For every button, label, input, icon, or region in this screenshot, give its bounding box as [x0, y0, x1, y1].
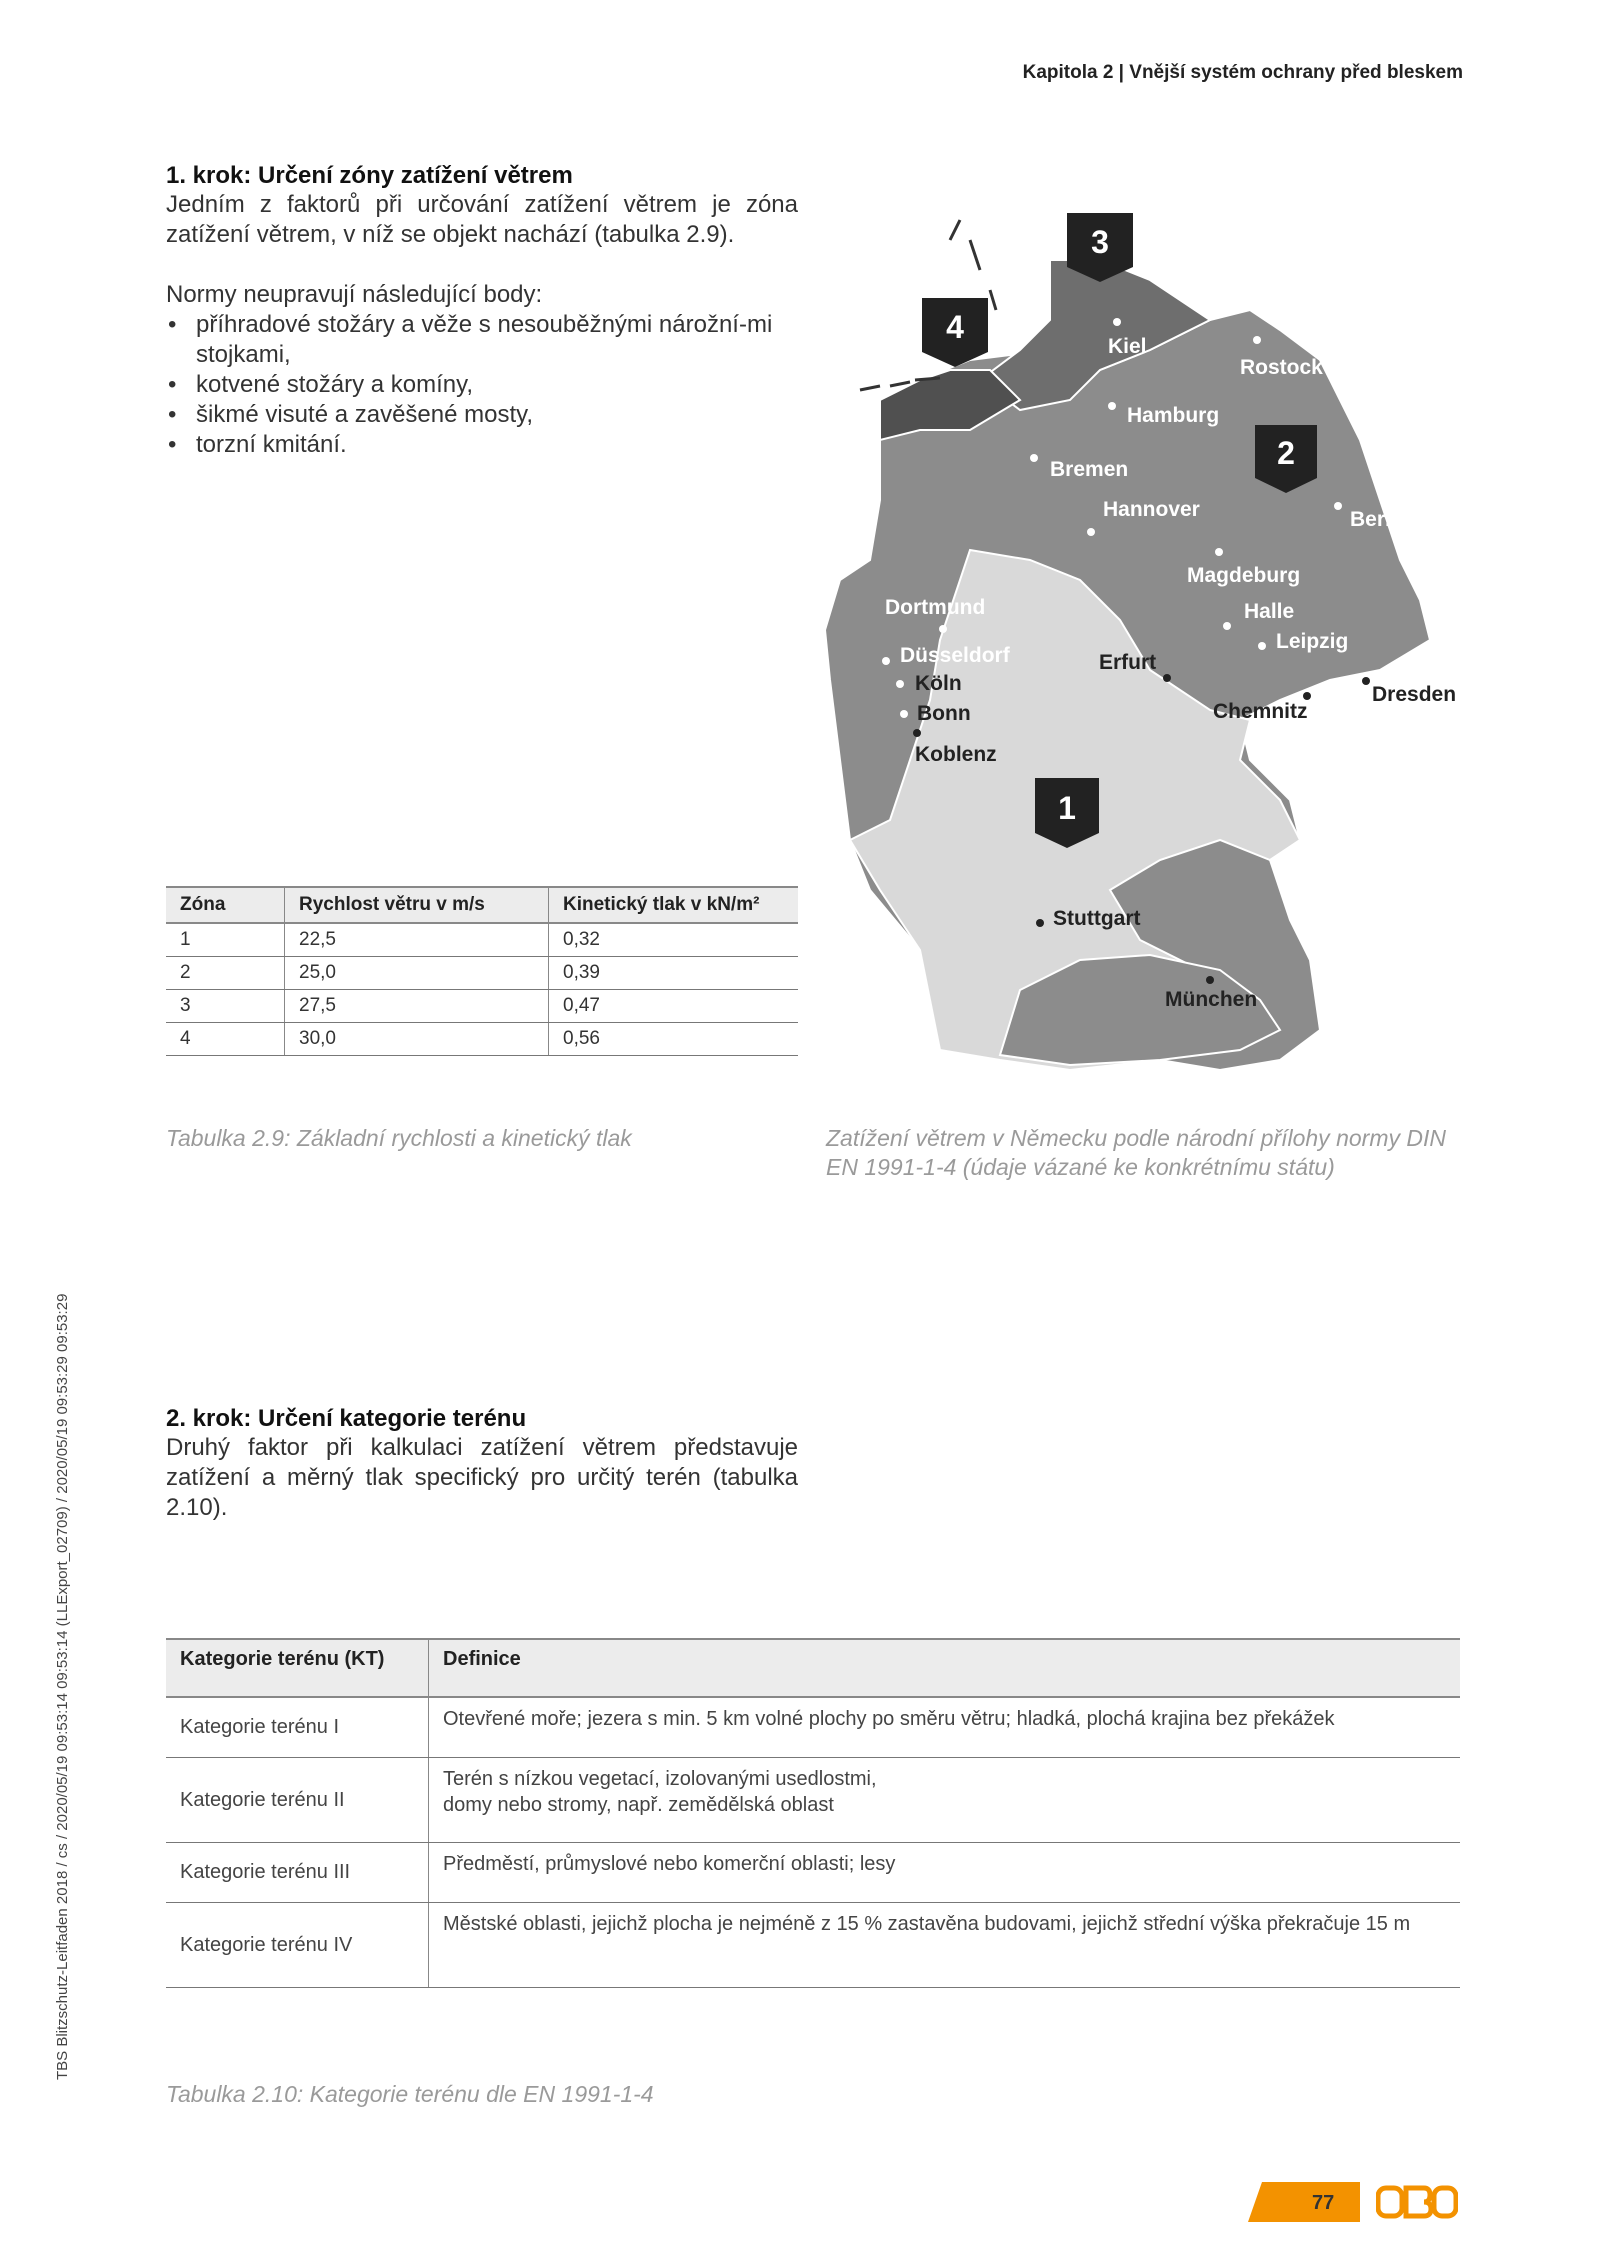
- column-header: Definice: [429, 1639, 1461, 1697]
- table-row: [166, 1697, 1460, 1757]
- list-item: • kotvené stožáry a komíny,: [166, 370, 798, 400]
- table-row: [166, 1902, 1460, 1987]
- city-label-dortmund: Dortmund: [885, 596, 986, 619]
- table-cell: 4: [166, 1023, 285, 1056]
- page-number-tab: [1248, 2182, 1360, 2222]
- city-dot: [1223, 622, 1231, 630]
- norms-intro: Normy neupravují následující body:: [166, 281, 543, 308]
- city-dot: [896, 680, 904, 688]
- table-row: [166, 990, 798, 1023]
- city-dot: [1036, 919, 1044, 927]
- table-cell: 0,56: [549, 1023, 799, 1056]
- city-label-dresden: Dresden: [1372, 683, 1457, 706]
- city-label-hamburg: Hamburg: [1127, 404, 1220, 427]
- terrain-category-table: [166, 1638, 1460, 1988]
- table-row: [166, 1023, 798, 1056]
- city-dot: [1362, 677, 1370, 685]
- column-header: Kategorie terénu (KT): [166, 1639, 429, 1697]
- city-label-kiel: Kiel: [1108, 335, 1147, 358]
- city-dot: [1334, 502, 1342, 510]
- table-cell: 1: [166, 923, 285, 957]
- side-print-info: TBS Blitzschutz-Leitfaden 2018 / cs / 2020/05/19 09:53:14 09:53:14 (LLExport_02709) / 2020/05/19 09:53:29 09:53:29: [54, 1293, 71, 2080]
- city-label-berlin: Berlin: [1350, 508, 1410, 531]
- table-row: [166, 1757, 1460, 1842]
- table-cell: 22,5: [285, 923, 549, 957]
- city-dot: [882, 657, 890, 665]
- table-2-10-caption: Tabulka 2.10: Kategorie terénu dle EN 1991-1-4: [166, 2081, 654, 2107]
- table-row: [166, 923, 798, 957]
- step2-title: 2. krok: Určení kategorie terénu: [166, 1405, 527, 1432]
- city-label-koeln: Köln: [915, 672, 962, 695]
- city-label-hannover: Hannover: [1103, 498, 1200, 521]
- list-item: • torzní kmitání.: [166, 430, 798, 460]
- list-item: • příhradové stožáry a věže s nesouběžnými nárožní-mi stojkami,: [166, 310, 798, 370]
- obo-logo: [1376, 2182, 1458, 2222]
- zone-label: 2: [1277, 435, 1295, 471]
- city-dot: [1303, 692, 1311, 700]
- table-cell: 2: [166, 957, 285, 990]
- city-label-leipzig: Leipzig: [1276, 630, 1349, 653]
- city-label-halle: Halle: [1244, 600, 1295, 623]
- city-dot: [1163, 674, 1171, 682]
- city-label-koblenz: Koblenz: [915, 743, 997, 766]
- table-row: [166, 957, 798, 990]
- city-dot: [1113, 318, 1121, 326]
- city-label-stuttgart: Stuttgart: [1053, 907, 1141, 930]
- city-dot: [900, 710, 908, 718]
- map-caption: Zatížení větrem v Německu podle národní přílohy normy DIN EN 1991-1-4 (údaje vázané ke konkrétnímu státu): [826, 1125, 1446, 1180]
- city-label-chemnitz: Chemnitz: [1213, 700, 1308, 723]
- step1-intro: Jedním z faktorů při určování zatížení větrem je zóna zatížení větrem, v níž se objekt nachází (tabulka 2.9).: [166, 191, 798, 248]
- column-header: Zóna: [166, 887, 285, 923]
- table-cell: Kategorie terénu IV: [166, 1902, 429, 1987]
- table-cell: Kategorie terénu II: [166, 1757, 429, 1842]
- city-dot: [1206, 976, 1214, 984]
- zone-label: 3: [1091, 224, 1109, 260]
- norms-list: [166, 310, 798, 460]
- table-cell: Kategorie terénu III: [166, 1842, 429, 1902]
- city-label-rostock: Rostock: [1240, 356, 1323, 379]
- table-cell: Terén s nízkou vegetací, izolovanými usedlostmi, domy nebo stromy, např. zemědělská oblast: [429, 1757, 1461, 1842]
- table-cell: 30,0: [285, 1023, 549, 1056]
- table-cell: Otevřené moře; jezera s min. 5 km volné plochy po směru větru; hladká, plochá krajina bez překážek: [429, 1697, 1461, 1757]
- table-header-row: [166, 1639, 1460, 1697]
- city-label-erfurt: Erfurt: [1099, 651, 1157, 674]
- table-2-9-caption: Tabulka 2.9: Základní rychlosti a kinetický tlak: [166, 1125, 632, 1151]
- table-cell: 0,47: [549, 990, 799, 1023]
- city-dot: [1030, 454, 1038, 462]
- zone-4-marker: [922, 298, 988, 367]
- wind-zone-table: [166, 886, 798, 1056]
- table-cell: Předměstí, průmyslové nebo komerční oblasti; lesy: [429, 1842, 1461, 1902]
- table-cell: 0,39: [549, 957, 799, 990]
- step1-section: [166, 162, 798, 460]
- chapter-header: Kapitola 2 | Vnější systém ochrany před bleskem: [1022, 62, 1463, 83]
- table-row: [166, 1842, 1460, 1902]
- step2-section: [166, 1405, 798, 1523]
- zone-label: 4: [946, 309, 964, 345]
- city-dot: [1108, 402, 1116, 410]
- city-dot: [1215, 548, 1223, 556]
- step2-intro: Druhý faktor při kalkulaci zatížení větrem představuje zatížení a měrný tlak specifický pro určitý terén (tabulka 2.10).: [166, 1434, 798, 1521]
- city-label-magdeburg: Magdeburg: [1187, 564, 1301, 587]
- city-dot: [1253, 336, 1261, 344]
- city-label-bonn: Bonn: [917, 702, 971, 725]
- city-dot: [1258, 642, 1266, 650]
- city-dot: [939, 625, 947, 633]
- city-label-bremen: Bremen: [1050, 458, 1129, 481]
- table-cell: 25,0: [285, 957, 549, 990]
- germany-wind-zone-map: [820, 200, 1470, 1100]
- column-header: Kinetický tlak v kN/m²: [549, 887, 799, 923]
- table-cell: 27,5: [285, 990, 549, 1023]
- page-number: 77: [1312, 2192, 1335, 2214]
- city-label-duesseldorf: Düsseldorf: [900, 644, 1010, 667]
- list-item: • šikmé visuté a zavěšené mosty,: [166, 400, 798, 430]
- city-dot: [1087, 528, 1095, 536]
- page-tab-shape: [1248, 2182, 1360, 2222]
- table-cell: Kategorie terénu I: [166, 1697, 429, 1757]
- table-cell: 3: [166, 990, 285, 1023]
- table-cell: Městské oblasti, jejichž plocha je nejméně z 15 % zastavěna budovami, jejichž střední výška překračuje 15 m: [429, 1902, 1461, 1987]
- table-header-row: [166, 887, 798, 923]
- zone-label: 1: [1058, 790, 1076, 826]
- column-header: Rychlost větru v m/s: [285, 887, 549, 923]
- step1-title: 1. krok: Určení zóny zatížení větrem: [166, 162, 573, 189]
- city-label-muenchen: München: [1165, 988, 1258, 1011]
- table-cell: 0,32: [549, 923, 799, 957]
- city-dot: [913, 729, 921, 737]
